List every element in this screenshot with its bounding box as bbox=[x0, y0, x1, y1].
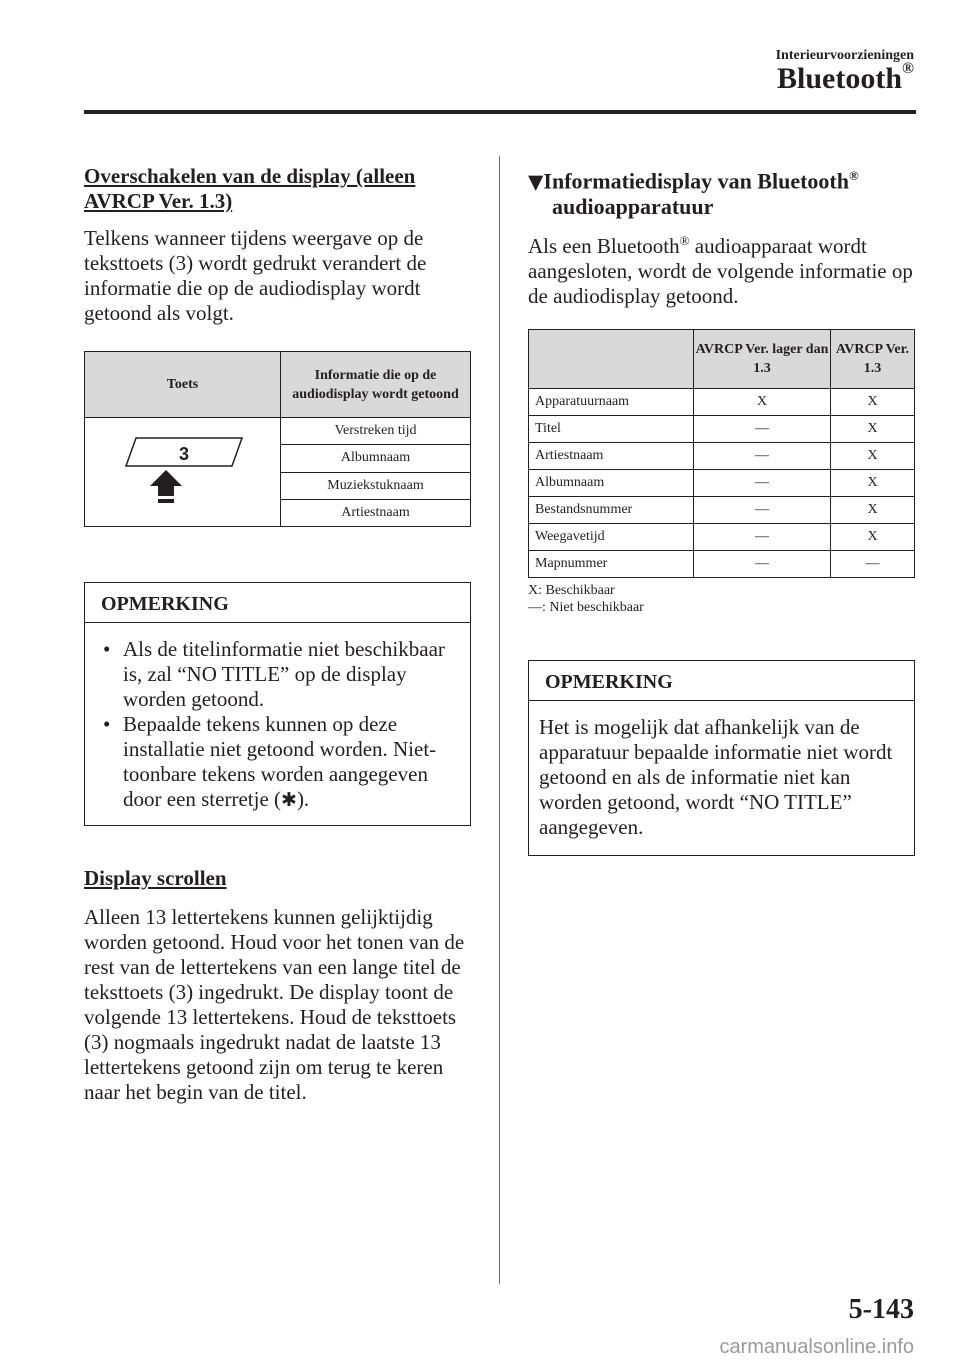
table-row: Albumnaam bbox=[281, 445, 471, 472]
heading-bluetooth-info bbox=[528, 163, 918, 220]
table-cell: — bbox=[694, 524, 831, 551]
registered-mark: ® bbox=[848, 168, 859, 183]
text-key-illustration bbox=[118, 430, 248, 510]
table-cell: X bbox=[694, 389, 831, 416]
table-cell: — bbox=[694, 497, 831, 524]
table-cell: Albumnaam bbox=[529, 470, 694, 497]
paragraph-display-scroll: Alleen 13 lettertekens kunnen gelijktijdig worden getoond. Houd voor het tonen van de rest van de lettertekens van een lange titel de teksttoets (3) ingedrukt. De display toont de volgende 13 lettertekens. Houd de teksttoets (3) nogmaals ingedrukt nadat de laatste 13 lettertekens getoond zijn om terug te keren naar het begin van de titel. bbox=[84, 905, 465, 1104]
note-item-text: Als de titelinformatie niet beschikbaar is, zal “NO TITLE” op de display worden getoond. bbox=[123, 637, 445, 711]
note-title: OPMERKING bbox=[85, 583, 470, 623]
key-illustration-cell bbox=[85, 418, 281, 527]
table-cell: — bbox=[694, 443, 831, 470]
paragraph-text: audioapparaat wordt aangesloten, wordt de volgende informatie op de audiodisplay getoond. bbox=[528, 234, 913, 308]
bullet: • bbox=[103, 712, 111, 736]
table-row bbox=[529, 470, 915, 497]
heading-display-scroll: Display scrollen bbox=[84, 866, 227, 890]
legend-unavailable: —: Niet beschikbaar bbox=[528, 600, 644, 615]
table-header-empty bbox=[529, 330, 694, 389]
page-number: 5-143 bbox=[848, 1294, 914, 1325]
note-title: OPMERKING bbox=[529, 661, 914, 701]
table-row bbox=[529, 551, 915, 578]
table-cell: X bbox=[831, 524, 915, 551]
chapter-title bbox=[777, 62, 914, 96]
table-header-key: Toets bbox=[85, 352, 281, 418]
table-cell: Apparatuurnaam bbox=[529, 389, 694, 416]
table-cell: X bbox=[831, 389, 915, 416]
table-row bbox=[529, 416, 915, 443]
chapter-title-text: Bluetooth bbox=[777, 62, 903, 95]
table-row: Muziekstuknaam bbox=[281, 472, 471, 499]
note-text: Het is mogelijk dat afhankelijk van de apparatuur bepaalde informatie niet wordt getoond en als de informatie niet kan worden getoond, wordt “NO TITLE” aangegeven. bbox=[539, 715, 893, 839]
table-cell: Weegavetijd bbox=[529, 524, 694, 551]
table-cell: — bbox=[694, 416, 831, 443]
table-cell: Titel bbox=[529, 416, 694, 443]
press-arrow-icon bbox=[150, 470, 182, 503]
note-content bbox=[85, 623, 470, 823]
note-item-text: Bepaalde tekens kunnen op deze installatie niet getoond worden. Niet-toonbare tekens worden aangegeven door een sterretje ( bbox=[123, 712, 437, 811]
key-button-label: 3 bbox=[178, 443, 189, 464]
paragraph-text: Als een Bluetooth bbox=[528, 234, 680, 258]
table-cell: Bestandsnummer bbox=[529, 497, 694, 524]
heading-text-line2: audioapparatuur bbox=[552, 194, 714, 220]
table-row bbox=[529, 389, 915, 416]
paragraph-display-switch: Telkens wanneer tijdens weergave op de teksttoets (3) wordt gedrukt verandert de informatie die op de audiodisplay wordt getoond als volgt. bbox=[84, 226, 427, 325]
table-cell: — bbox=[694, 470, 831, 497]
header-rule bbox=[84, 110, 916, 114]
list-item bbox=[97, 637, 458, 712]
table-header-lower: AVRCP Ver. lager dan 1.3 bbox=[694, 330, 831, 389]
table-cell: X bbox=[831, 443, 915, 470]
table-cell: — bbox=[694, 551, 831, 578]
paragraph-bluetooth-info bbox=[528, 228, 920, 309]
list-item bbox=[97, 712, 458, 813]
note-box-left bbox=[84, 582, 471, 826]
bullet: • bbox=[103, 637, 111, 661]
watermark: carmanualsonline.info bbox=[719, 1336, 914, 1358]
note-item-close: ). bbox=[296, 787, 310, 811]
registered-mark: ® bbox=[902, 60, 914, 77]
column-divider bbox=[499, 156, 500, 1284]
key-info-table bbox=[84, 351, 471, 527]
table-cell: X bbox=[831, 416, 915, 443]
registered-mark: ® bbox=[679, 233, 690, 248]
table-cell: — bbox=[831, 551, 915, 578]
legend-available: X: Beschikbaar bbox=[528, 583, 615, 598]
table-cell: Mapnummer bbox=[529, 551, 694, 578]
heading-display-switch: Overschakelen van de display (alleen AVRCP Ver. 1.3) bbox=[84, 164, 416, 213]
table-cell: X bbox=[831, 497, 915, 524]
section-title: Interieurvoorzieningen bbox=[775, 48, 914, 63]
table-row bbox=[529, 497, 915, 524]
table-legend bbox=[528, 582, 644, 616]
table-header-info: Informatie die op de audiodisplay wordt getoond bbox=[281, 352, 471, 418]
asterisk-icon: ✱ bbox=[281, 789, 297, 811]
table-cell: Artiestnaam bbox=[529, 443, 694, 470]
table-header-ver13: AVRCP Ver. 1.3 bbox=[831, 330, 915, 389]
table-row: Artiestnaam bbox=[281, 499, 471, 526]
table-row: Verstreken tijd bbox=[281, 418, 471, 445]
table-cell: X bbox=[831, 470, 915, 497]
triangle-marker-icon: ▼ bbox=[528, 169, 544, 194]
table-row bbox=[529, 524, 915, 551]
table-row bbox=[529, 443, 915, 470]
bluetooth-info-table bbox=[528, 329, 915, 578]
heading-text: Informatiedisplay van Bluetooth bbox=[543, 168, 849, 194]
note-box-right bbox=[528, 660, 915, 856]
